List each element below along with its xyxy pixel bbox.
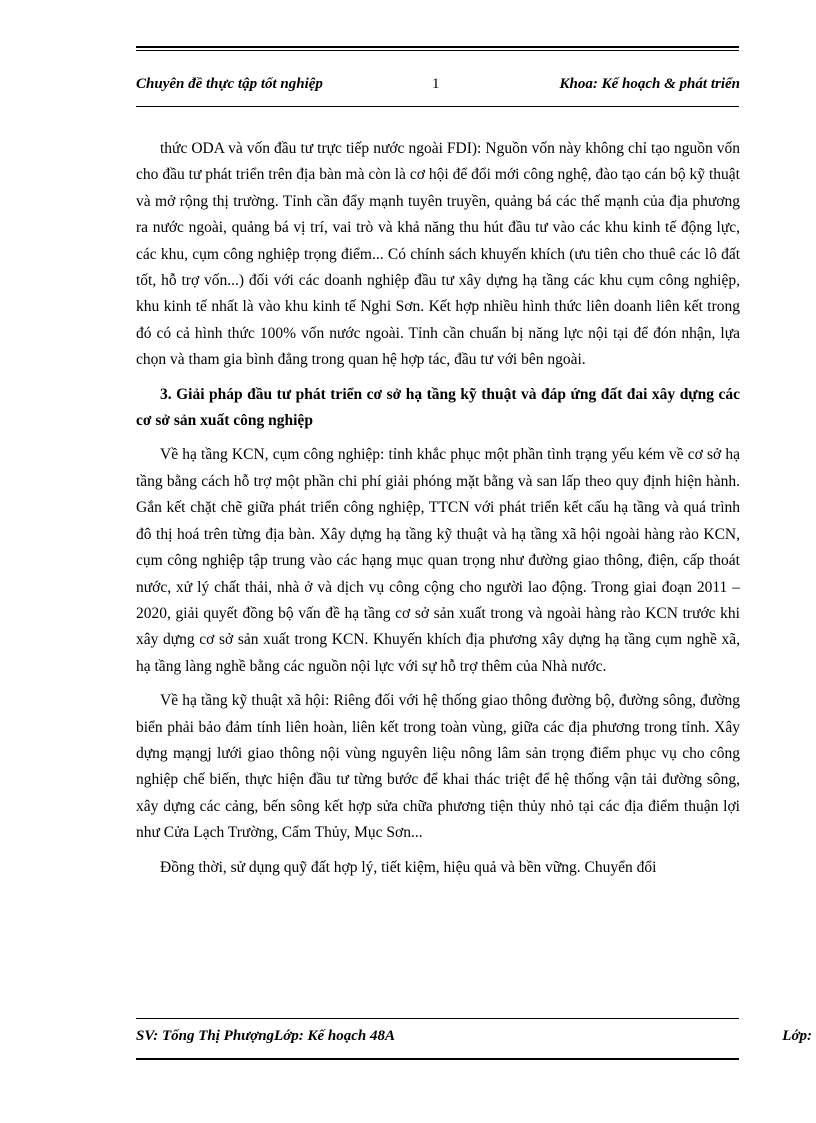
page-footer	[136, 1028, 816, 1050]
footer-bottom-rule	[136, 1058, 739, 1060]
paragraph-oda-fdi: thức ODA và vốn đầu tư trực tiếp nước ngoài FDI): Nguồn vốn này không chỉ tạo nguồn vốn cho đầu tư phát triển trên địa bàn mà còn là cơ hội để đổi mới công nghệ, đào tạo cán bộ kỹ thuật và mở rộng thị trường. Tỉnh cần đẩy mạnh tuyên truyền, quảng bá các thế mạnh của địa phương ra nước ngoài, quảng bá vị trí, vai trò và khả năng thu hút đầu tư vào các khu kinh tế động lực, các khu, cụm công nghiệp trọng điểm... Có chính sách khuyến khích (ưu tiên cho thuê các lô đất tốt, hỗ trợ vốn...) đối với các doanh nghiệp đầu tư xây dựng hạ tầng các khu cụm công nghiệp, khu kinh tế nhất là vào khu kinh tế Nghi Sơn. Kết hợp nhiều hình thức liên doanh liên kết trong đó có cả hình thức 100% vốn nước ngoài. Tỉnh cần chuẩn bị năng lực nội tại để đón nhận, lựa chọn và tham gia bình đẳng trong quan hệ hợp tác, đầu tư với bên ngoài.	[136, 140, 740, 369]
header-faculty: Khoa: Kế hoạch & phát triển	[559, 76, 740, 92]
paragraph-kcn-infrastructure: Về hạ tầng KCN, cụm công nghiệp: tỉnh khắc phục một phần tình trạng yếu kém về cơ sở hạ tầng bằng cách hỗ trợ một phần chi phí giải phóng mặt bằng và san lấp theo quy định hiện hành. Gắn kết chặt chẽ giữa phát triển công nghiệp, TTCN với phát triển kết cấu hạ tầng và quá trình đô thị hoá trên từng địa bàn. Xây dựng hạ tầng kỹ thuật và hạ tầng xã hội ngoài hàng rào KCN, cụm công nghiệp tập trung vào các hạng mục quan trọng như đường giao thông, điện, cấp thoát nước, xử lý chất thải, nhà ở và dịch vụ công cộng cho người lao động. Trong giai đoạn 2011 – 2020, giải quyết đồng bộ vấn đề hạ tầng cơ sở sản xuất trong và ngoài hàng rào KCN trước khi xây dựng cơ sở sản xuất trong KCN. Khuyến khích địa phương xây dựng hạ tầng cụm nghề xã, hạ tầng làng nghề bằng các nguồn nội lực với sự hỗ trợ thêm của Nhà nước.	[136, 446, 740, 675]
section-heading-3: 3. Giải pháp đầu tư phát triển cơ sở hạ tầng kỹ thuật và đáp ứng đất đai xây dựng các cơ sở sản xuất công nghiệp	[136, 385, 740, 430]
document-body	[136, 136, 740, 889]
page-header	[136, 76, 740, 98]
footer-top-rule	[136, 1018, 739, 1019]
paragraph-social-infrastructure: Về hạ tầng kỹ thuật xã hội: Riêng đối với hệ thống giao thông đường bộ, đường sông, đường biển phải bảo đảm tính liên hoàn, liên kết trong toàn vùng, giữa các địa phương trong tỉnh. Xây dựng mạngj lưới giao thông nội vùng nguyên liệu nông lâm sản trọng điểm phục vụ cho công nghiệp chế biến, thực hiện đầu tư từng bước để khai thác triệt để hệ thống vận tải đường sông, xây dựng các cảng, bến sông kết hợp sửa chữa phương tiện thủy nhỏ tại các địa điểm thuận lợi như Cửa Lạch Trường, Cẩm Thủy, Mục Sơn...	[136, 692, 740, 842]
header-bottom-rule	[136, 106, 739, 107]
header-document-title: Chuyên đề thực tập tốt nghiệp	[136, 76, 323, 92]
header-page-number: 1	[432, 76, 440, 92]
paragraph-land-use: Đồng thời, sử dụng quỹ đất hợp lý, tiết kiệm, hiệu quả và bền vững. Chuyển đổi	[160, 858, 657, 876]
footer-class-label: Lớp:	[782, 1028, 812, 1044]
header-top-rule	[136, 46, 739, 51]
footer-student-class: SV: Tống Thị PhượngLớp: Kế hoạch 48A	[136, 1028, 396, 1044]
